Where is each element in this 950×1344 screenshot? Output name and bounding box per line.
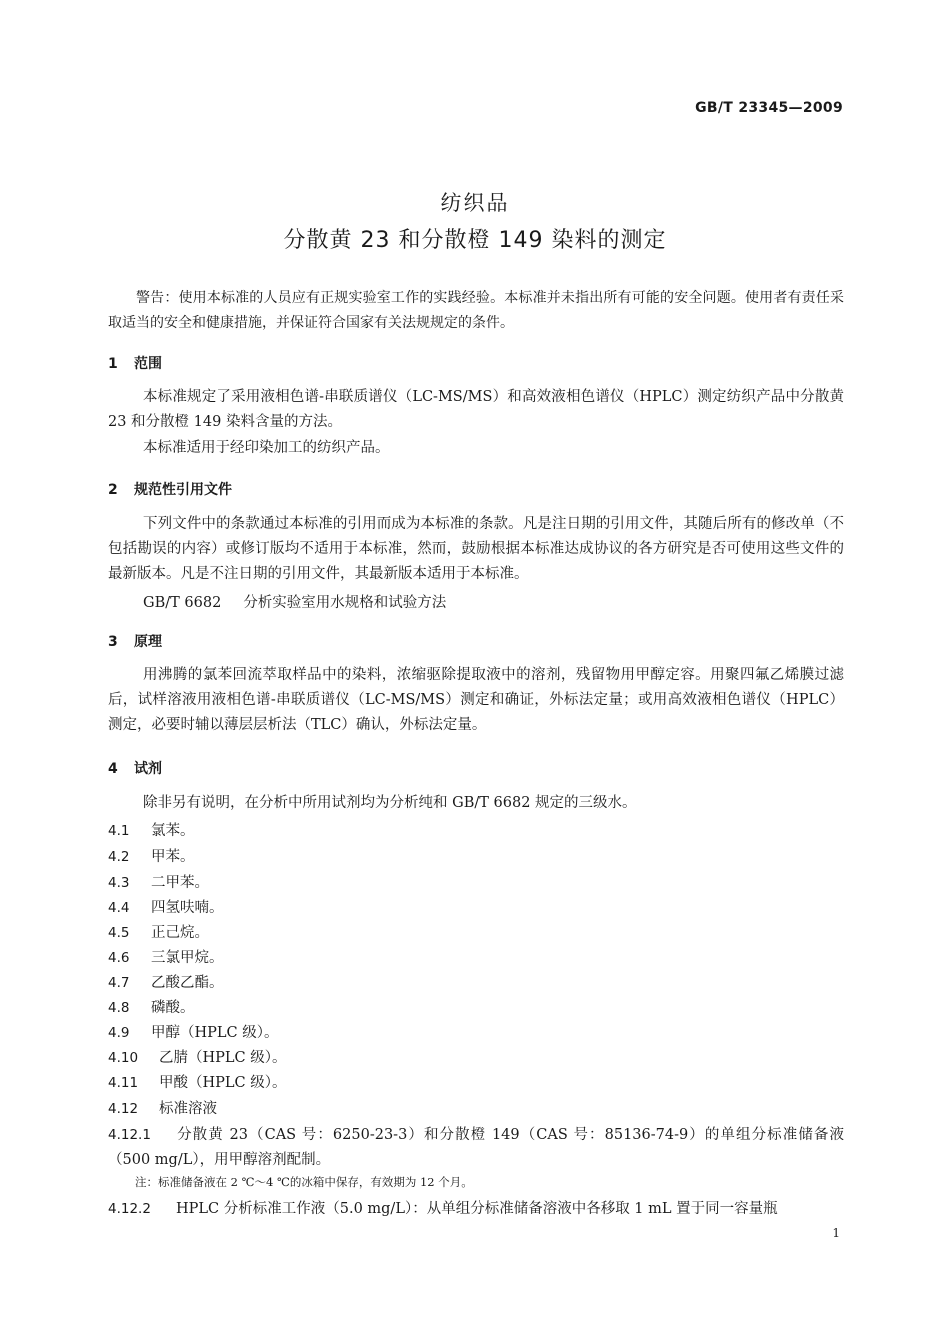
reagent-item: 4.12 标准溶液 [108, 1101, 217, 1117]
reagent-item: 4.4 四氢呋喃。 [108, 900, 224, 916]
reference-title: 分析实验室用水规格和试验方法 [243, 595, 447, 611]
reagent-item: 4.7 乙酸乙酯。 [108, 975, 224, 991]
section-title: 试剂 [134, 761, 162, 777]
section-3-paragraph-1: 用沸腾的氯苯回流萃取样品中的染料，浓缩驱除提取液中的溶剂，残留物用甲醇定容。用聚四氟乙烯膜过滤后，试样溶液用液相色谱-串联质谱仪（LC-MS/MS）测定和确证，外标法定量；或用高效液相色谱仪（HPLC）测定，必要时辅以薄层层析法（TLC）确认，外标法定量。 [108, 667, 844, 733]
reagent-item: 4.3 二甲苯。 [108, 875, 209, 891]
standard-code: GB/T 23345—2009 [695, 100, 843, 116]
page-number: 1 [832, 1226, 840, 1240]
reagent-item: 4.1 氯苯。 [108, 823, 195, 839]
section-1-paragraph-1: 本标准规定了采用液相色谱-串联质谱仪（LC-MS/MS）和高效液相色谱仪（HPLC）测定纺织产品中分散黄 23 和分散橙 149 染料含量的方法。 [108, 389, 844, 430]
reference-code: GB/T 6682 [143, 595, 222, 611]
section-3-heading [108, 631, 162, 651]
section-1-heading [108, 353, 162, 373]
section-title: 原理 [134, 634, 162, 650]
reagent-item: 4.8 磷酸。 [108, 1000, 195, 1016]
section-number: 2 [108, 482, 118, 498]
reagent-item: 4.11 甲酸（HPLC 级）。 [108, 1075, 287, 1091]
section-number: 1 [108, 356, 118, 372]
normative-reference [143, 591, 446, 612]
warning-paragraph: 警告：使用本标准的人员应有正规实验室工作的实践经验。本标准并未指出所有可能的安全问题。使用者有责任采取适当的安全和健康措施，并保证符合国家有关法规规定的条件。 [108, 290, 844, 331]
section-title: 范围 [134, 356, 162, 372]
section-title: 规范性引用文件 [134, 482, 232, 498]
section-4-paragraph-1: 除非另有说明，在分析中所用试剂均为分析纯和 GB/T 6682 规定的三级水。 [143, 795, 637, 811]
section-number: 4 [108, 761, 118, 777]
reagent-item-4-12-1: 4.12.1 分散黄 23（CAS 号：6250-23-3）和分散橙 149（CAS 号：85136-74-9）的单组分标准储备液（500 mg/L），用甲醇溶剂配制。 [108, 1127, 844, 1168]
reagent-item-4-12-2: 4.12.2 HPLC 分析标准工作液（5.0 mg/L）：从单组分标准储备溶液中各移取 1 mL 置于同一容量瓶 [108, 1201, 778, 1217]
title-line-2: 分散黄 23 和分散橙 149 染料的测定 [283, 228, 667, 253]
reagent-item: 4.2 甲苯。 [108, 849, 195, 865]
section-2-paragraph-1: 下列文件中的条款通过本标准的引用而成为本标准的条款。凡是注日期的引用文件，其随后所有的修改单（不包括勘误的内容）或修订版均不适用于本标准，然而，鼓励根据本标准达成协议的各方研究是否可使用这些文件的最新版本。凡是不注日期的引用文件，其最新版本适用于本标准。 [108, 516, 844, 582]
reagent-item: 4.5 正己烷。 [108, 925, 209, 941]
section-number: 3 [108, 634, 118, 650]
reagent-item: 4.9 甲醇（HPLC 级）。 [108, 1025, 279, 1041]
section-4-heading [108, 758, 162, 778]
note: 注：标准储备液在 2 ℃～4 ℃的冰箱中保存，有效期为 12 个月。 [135, 1175, 473, 1189]
section-1-paragraph-2: 本标准适用于经印染加工的纺织产品。 [143, 440, 390, 456]
section-2-heading [108, 479, 232, 499]
title-line-1: 纺织品 [440, 191, 510, 215]
reagent-item: 4.6 三氯甲烷。 [108, 950, 224, 966]
reagent-item: 4.10 乙腈（HPLC 级）。 [108, 1050, 287, 1066]
